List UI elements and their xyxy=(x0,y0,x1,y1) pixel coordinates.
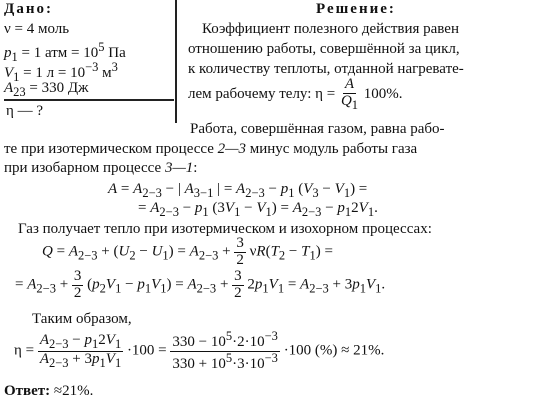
equation-efficiency: η = $\frac{A_{2-3} - p_12V_1}{A_{2-3} + 3p_1V_1}$ ·100 = $\frac{330 - 10^5\cdot 2\cdot 10^{-3}}{330 + 10^5\cdot 3\cdot 10^{-3}}$ ·100 (%) ≈ 21%. xyxy=(14,329,385,372)
para1-line4: лем рабочему телу: η = $\frac{A}{Q_1}$ 100%. xyxy=(188,76,403,112)
equation-work-2: = $A_{2-3} - p_1$ $(3V_1 - V_1) = A_{2-3} - p_12V_1$. xyxy=(138,200,378,219)
answer: Ответ: ≈21%. xyxy=(4,383,94,399)
para2-line3: при изобарном процессе 3—1: xyxy=(4,160,198,176)
given-line-v1: $V_1 = 1$ $л = 10^{-3}$ $м^3$ xyxy=(4,60,118,84)
para1-line1: Коэффициент полезного действия равен xyxy=(202,21,459,37)
equation-work-1: $A = A_{2-3}$ − | $A_{3-1}$ | = $A_{2-3} - p_1$ $(V_3 - V_1)$ = xyxy=(108,181,368,200)
para1-line3: к количеству теплоты, отданной нагревате- xyxy=(188,61,464,77)
given-line-p1: $p_1 = 1$ атм = $10^5$ Па xyxy=(4,40,126,64)
given-vertical-divider xyxy=(175,0,177,123)
para3: Газ получает тепло при изотермическом и изохорном процессах: xyxy=(18,221,432,237)
para4: Таким образом, xyxy=(32,311,132,327)
para1-line2: отношению работы, совершённой за цикл, xyxy=(188,41,460,57)
equation-heat-2: = $A_{2-3}$ + $\frac{3}{2}$ $(p_2V_1 - p_1V_1) = A_{2-3}$ + $\frac{3}{2}$ $2p_1V_1 = A_{2-3} + 3p_1V_1$. xyxy=(15,268,386,301)
solution-title: Решение: xyxy=(316,1,396,17)
given-title: Дано: xyxy=(4,1,53,17)
equation-heat-1: $Q = A_{2-3} + (U_2 - U_1) = A_{2-3}$ + $\frac{3}{2}$ $\nu R(T_2 - T_1)$ = xyxy=(42,235,333,268)
given-line-nu: ν = 4 моль xyxy=(4,21,70,37)
para2-line1: Работа, совершённая газом, равна рабо- xyxy=(190,121,445,137)
given-find: η — ? xyxy=(6,103,44,119)
given-divider xyxy=(4,99,174,101)
para2-line2: те при изотермическом процессе 2—3 минус модуль работы газа xyxy=(4,141,418,157)
given-line-a23: $A_{23} = 330$ Дж xyxy=(4,80,89,99)
